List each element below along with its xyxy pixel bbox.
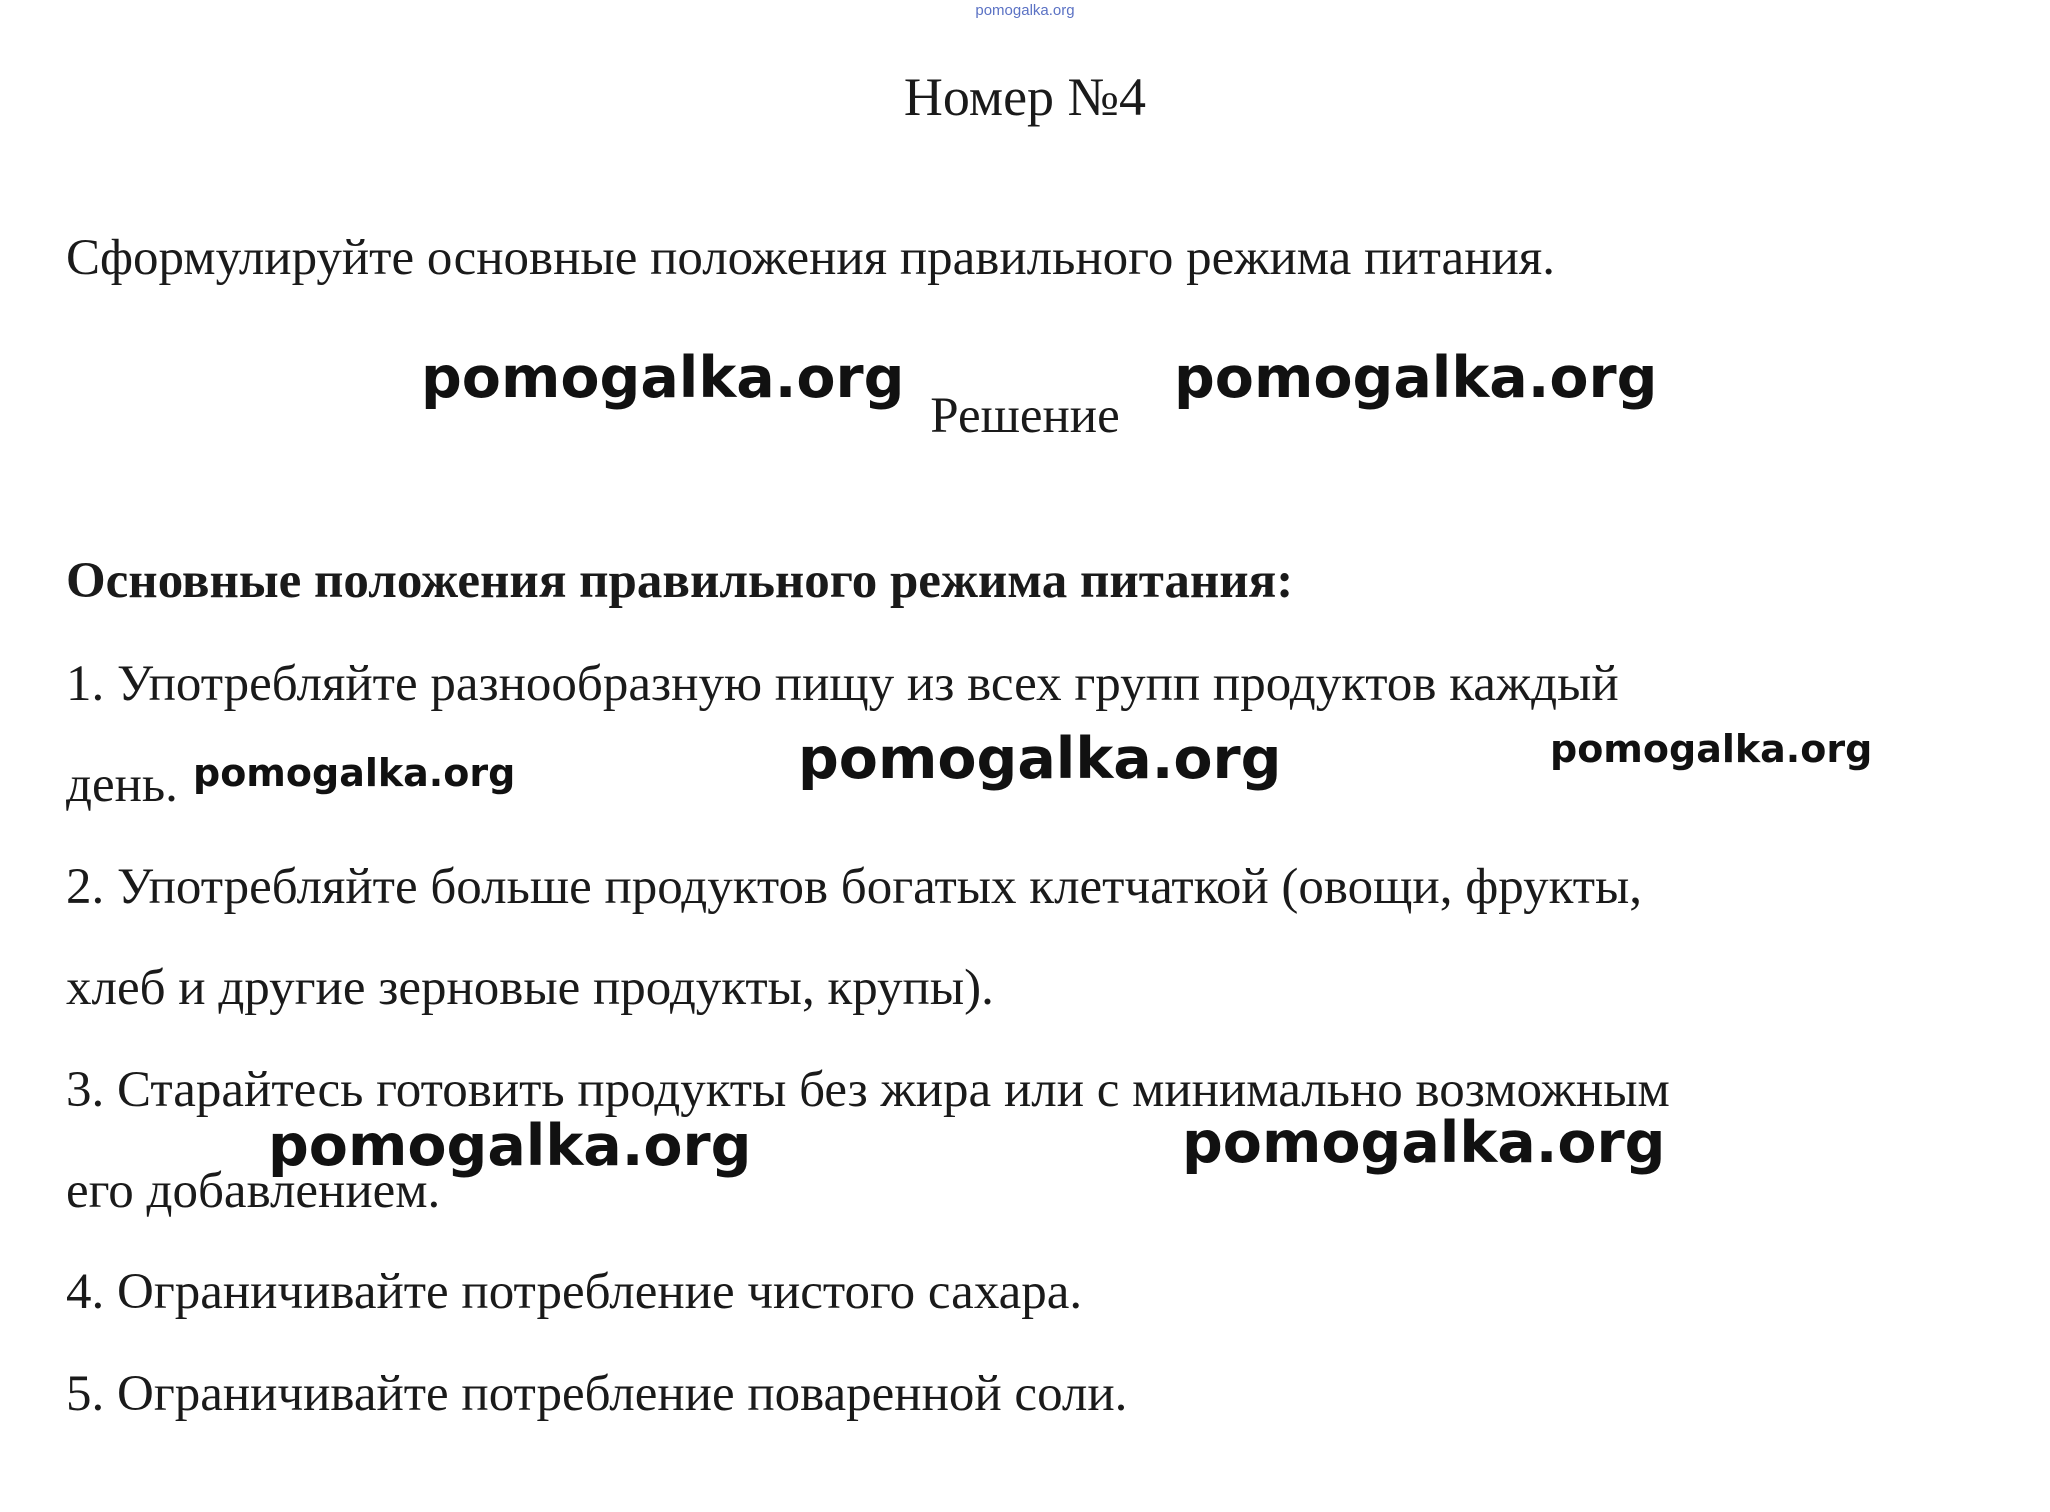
answer-line-8: 5. Ограничивайте потребление поваренной соли.	[66, 1366, 1128, 1422]
solution-label: Решение	[930, 388, 1120, 444]
page-title: Номер №4	[903, 67, 1147, 127]
answer-line-6: его добавлением.	[66, 1163, 441, 1219]
answer-line-1: 1. Употребляйте разнообразную пищу из всех групп продуктов каждый	[66, 656, 1619, 712]
answer-line-7: 4. Ограничивайте потребление чистого сахара.	[66, 1264, 1083, 1320]
watermark-6: pomogalka.org	[268, 1113, 752, 1179]
watermark-2: pomogalka.org	[1174, 345, 1658, 411]
question-text: Сформулируйте основные положения правильного режима питания.	[66, 230, 1555, 286]
answer-line-5: 3. Старайтесь готовить продукты без жира или с минимально возможным	[66, 1062, 1670, 1118]
answer-line-4: хлеб и другие зерновые продукты, крупы).	[66, 960, 994, 1016]
answer-line-2: день.	[66, 757, 178, 813]
answer-heading: Основные положения правильного режима питания:	[66, 553, 1294, 609]
watermark-5: pomogalka.org	[1550, 727, 1873, 771]
watermark-7: pomogalka.org	[1182, 1110, 1666, 1176]
watermark-4: pomogalka.org	[798, 726, 1282, 792]
watermark-3: pomogalka.org	[193, 751, 516, 795]
watermark-1: pomogalka.org	[421, 345, 905, 411]
answer-line-3: 2. Употребляйте больше продуктов богатых клетчаткой (овощи, фрукты,	[66, 859, 1642, 915]
site-url-header: pomogalka.org	[975, 2, 1075, 19]
